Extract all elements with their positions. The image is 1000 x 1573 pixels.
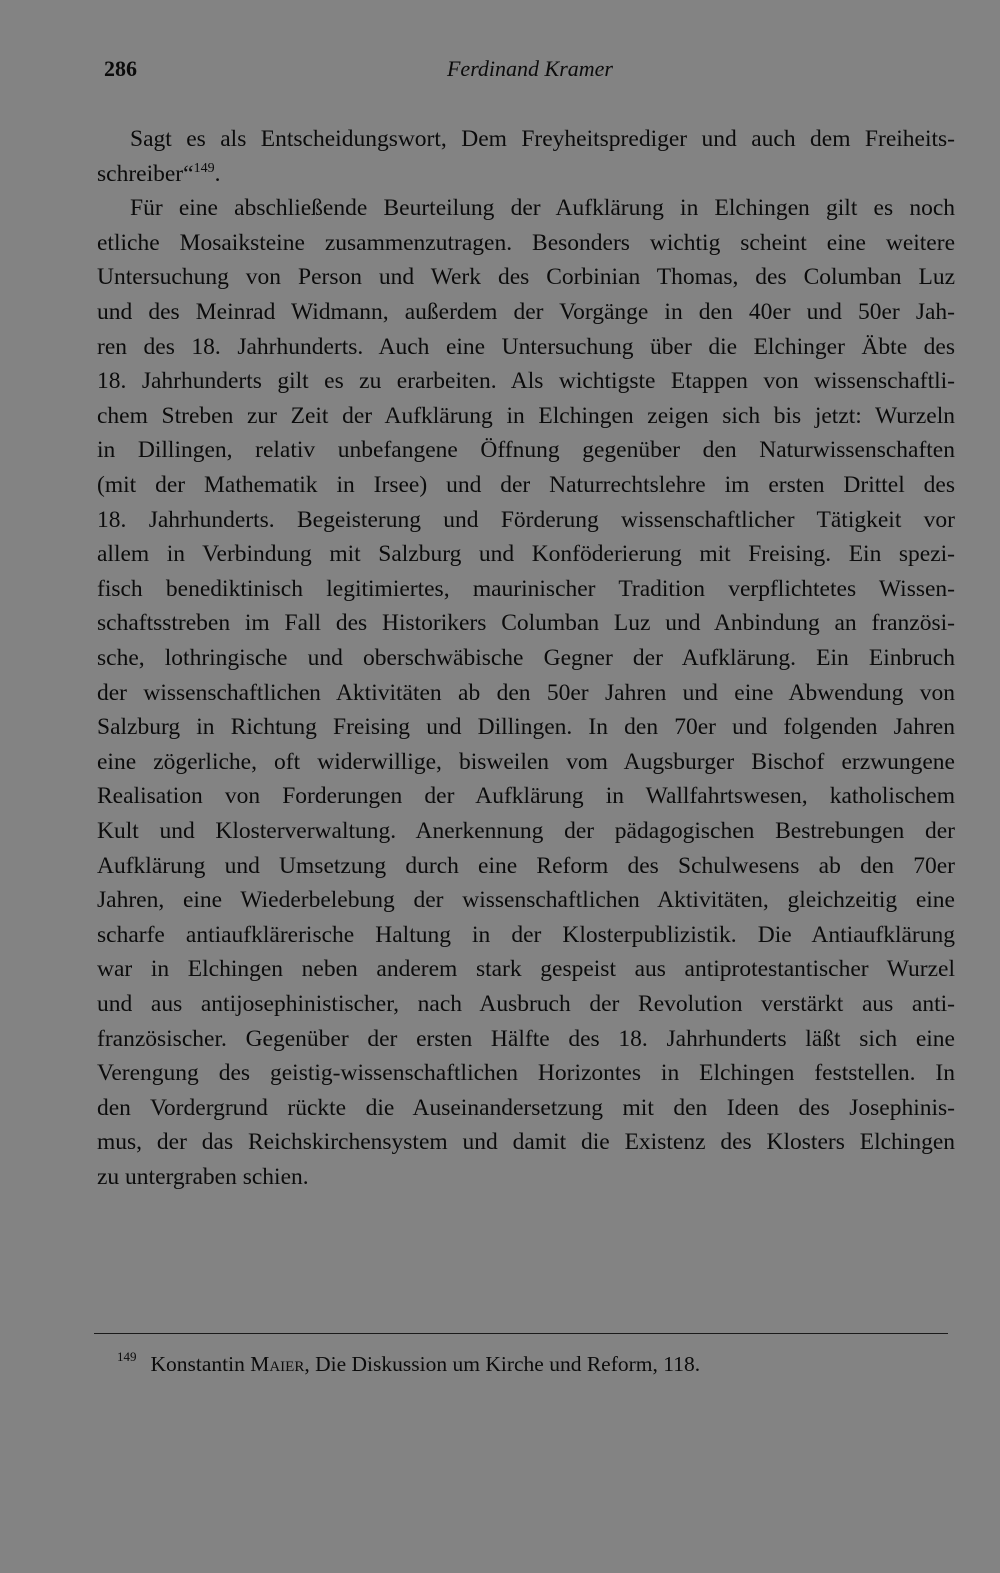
text-line bbox=[97, 1092, 955, 1125]
text-line bbox=[97, 400, 955, 433]
text-line-content: der wissenschaftlichen Aktivitäten ab den 50er Jahren und eine Abwendung von bbox=[97, 679, 955, 706]
text-line-content: (mit der Mathematik in Irsee) und der Naturrechtslehre im ersten Drittel des bbox=[97, 472, 955, 498]
text-line bbox=[97, 573, 955, 606]
text-line-content: Kult und Klosterverwaltung. Anerkennung der pädagogischen Bestrebungen der bbox=[97, 818, 955, 844]
text-line bbox=[97, 261, 955, 294]
text-line-content: 18. Jahrhunderts. Begeisterung und Förderung wissenschaftlicher Tätigkeit vor bbox=[97, 506, 955, 533]
text-line-content: schreiber“ bbox=[97, 160, 194, 187]
text-line bbox=[97, 953, 955, 986]
text-line bbox=[97, 642, 955, 675]
text-line-content: den Vordergrund rückte die Auseinandersetzung mit den Ideen des Josephinis- bbox=[97, 1094, 955, 1121]
text-line bbox=[97, 815, 955, 848]
text-line-content: Sagt es als Entscheidungswort, Dem Freyheitsprediger und auch dem Freiheits- bbox=[130, 126, 955, 152]
text-line-content: mus, der das Reichskirchensystem und damit die Existenz des Klosters Elchingen bbox=[97, 1129, 955, 1156]
text-line bbox=[97, 711, 955, 744]
text-line bbox=[97, 227, 955, 260]
text-line-content: eine zögerliche, oft widerwillige, bisweilen vom Augsburger Bischof erzwungene bbox=[97, 748, 955, 775]
text-line bbox=[97, 677, 955, 710]
text-line-content: Für eine abschließende Beurteilung der Aufklärung in Elchingen gilt es noch bbox=[130, 195, 955, 222]
text-line-content: ren des 18. Jahrhunderts. Auch eine Untersuchung über die Elchinger Äbte des bbox=[97, 333, 955, 360]
text-line bbox=[97, 1023, 955, 1056]
text-line bbox=[130, 192, 955, 225]
text-line-tail: . bbox=[214, 160, 221, 187]
text-line bbox=[97, 884, 955, 917]
text-line-content: zu untergraben schien. bbox=[97, 1164, 309, 1190]
footnote-text-before: Konstantin bbox=[150, 1352, 251, 1376]
footnote-number: 149 bbox=[117, 1349, 137, 1364]
text-line bbox=[97, 1161, 955, 1194]
text-line-content: französischer. Gegenüber der ersten Hälfte des 18. Jahrhunderts läßt sich eine bbox=[97, 1025, 955, 1052]
text-line bbox=[97, 296, 955, 329]
text-line bbox=[97, 538, 955, 571]
text-line-content: Aufklärung und Umsetzung durch eine Reform des Schulwesens ab den 70er bbox=[97, 852, 955, 879]
text-line-content: scharfe antiaufklärerische Haltung in der Klosterpublizistik. Die Antiaufklärung bbox=[97, 921, 955, 948]
text-line-content: chem Streben zur Zeit der Aufklärung in Elchingen zeigen sich bis jetzt: Wurzeln bbox=[97, 402, 955, 429]
text-line-content: Verengung des geistig-wissenschaftlichen Horizontes in Elchingen feststellen. In bbox=[97, 1060, 955, 1087]
text-line bbox=[97, 331, 955, 364]
text-line-content: Jahren, eine Wiederbelebung der wissenschaftlichen Aktivitäten, gleichzeitig eine bbox=[97, 887, 955, 914]
text-line bbox=[97, 850, 955, 883]
text-line bbox=[97, 780, 955, 813]
text-line-content: war in Elchingen neben anderem stark gespeist aus antiprotestantischer Wurzel bbox=[97, 956, 955, 983]
footnote-author: Maier bbox=[250, 1352, 305, 1376]
text-line bbox=[97, 365, 955, 398]
text-line bbox=[97, 919, 955, 952]
text-line-content: sche, lothringische und oberschwäbische Gegner der Aufklärung. Ein Einbruch bbox=[97, 645, 955, 671]
text-line-content: Untersuchung von Person und Werk des Corbinian Thomas, des Columban Luz bbox=[97, 264, 955, 291]
text-line bbox=[97, 988, 955, 1021]
text-line bbox=[97, 434, 955, 467]
footnote-reference: 149 bbox=[193, 160, 215, 176]
text-line bbox=[97, 158, 955, 191]
page-number: 286 bbox=[104, 56, 137, 81]
text-line-content: 18. Jahrhunderts gilt es zu erarbeiten. Als wichtigste Etappen von wissenschaftli- bbox=[97, 368, 955, 395]
text-line-content: in Dillingen, relativ unbefangene Öffnung gegenüber den Naturwissenschaften bbox=[97, 437, 955, 464]
text-line bbox=[97, 607, 955, 640]
text-line-content: und des Meinrad Widmann, außerdem der Vorgänge in den 40er und 50er Jah- bbox=[97, 299, 955, 325]
text-line bbox=[130, 123, 955, 156]
text-line bbox=[97, 746, 955, 779]
text-line bbox=[97, 1057, 955, 1090]
text-line-content: fisch benediktinisch legitimiertes, maurinischer Tradition verpflichtetes Wissen- bbox=[97, 575, 955, 602]
text-line bbox=[97, 504, 955, 537]
footnote-149 bbox=[117, 1348, 700, 1381]
footnote-separator bbox=[94, 1333, 948, 1334]
text-line-content: und aus antijosephinistischer, nach Ausbruch der Revolution verstärkt aus anti- bbox=[97, 991, 955, 1017]
text-line bbox=[97, 469, 955, 502]
text-line-content: schaftsstreben im Fall des Historikers Columban Luz und Anbindung an französi- bbox=[97, 610, 955, 637]
text-line-content: allem in Verbindung mit Salzburg und Konföderierung mit Freising. Ein spezi- bbox=[97, 541, 955, 568]
text-line bbox=[97, 1126, 955, 1159]
text-line-content: etliche Mosaiksteine zusammenzutragen. Besonders wichtig scheint eine weitere bbox=[97, 229, 955, 256]
footnote-text-after: , Die Diskussion um Kirche und Reform, 118. bbox=[304, 1352, 701, 1376]
running-head: Ferdinand Kramer bbox=[446, 56, 613, 81]
text-line-content: Salzburg in Richtung Freising und Dillingen. In den 70er und folgenden Jahren bbox=[97, 714, 955, 741]
text-line-content: Realisation von Forderungen der Aufklärung in Wallfahrtswesen, katholischem bbox=[97, 783, 955, 810]
